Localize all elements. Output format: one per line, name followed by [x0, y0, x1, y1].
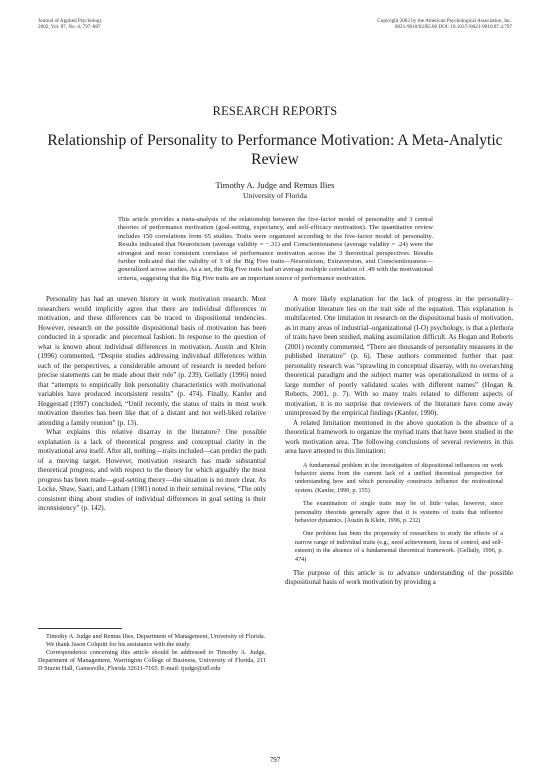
- body-paragraph: A more likely explanation for the lack of progress in the personality–motivation literature lies on the trait side of the equation. This explanation is multifaceted. One limitation in research on the dispositional basis of motivation, as in many areas of industrial–organizational (I-O) psychology, is that a plethora of traits have been studied, making assimilation difficult. As Hogan and Roberts (2001) recently commented, “There are thousands of personality measures in the published literature” (p. 6). These authors commented further that past personality research was “sprawling in conceptual disarray, with no overarching theoretical paradigm and the subject matter was operationalized in terms of a large number of poorly validated scales with different names” (Hogan & Roberts, 2001, p. 7). With so many traits related to different aspects of motivation, it is no surprise that reviewers of the literature have come away unimpressed by the empirical findings (Kanfer, 1990).: [285, 295, 513, 417]
- abstract: This article provides a meta-analysis of the relationship between the five-factor model of personality and 3 central theories of performance motivation (goal-setting, expectancy, and self-efficacy motivation). The quantitative review includes 150 correlations from 65 studies. Traits were organized according to the five-factor model of personality. Results indicated that Neuroticism (average validity = −.31) and Conscientiousness (average validity = .24) were the strongest and most consistent correlates of performance motivation across the 3 theoretical perspectives. Results further indicated that the validity of 3 of the Big Five traits—Neuroticism, Extraversion, and Conscientiousness—generalized across studies. As a set, the Big Five traits had an average multiple correlation of .49 with the motivational criteria, suggesting that the Big Five traits are an important source of performance motivation.: [118, 216, 433, 282]
- journal-volume: 2002, Vol. 87, No. 4, 797–807: [38, 24, 101, 31]
- doi-line: 0021-9010/02/$5.00 DOI: 10.1037//0021-9010.87.4.797: [394, 24, 512, 31]
- section-heading: RESEARCH REPORTS: [212, 104, 338, 118]
- copyright-header: [252, 18, 512, 31]
- right-column: [285, 295, 513, 588]
- body-paragraph: The purpose of this article is to advance understanding of the possible dispositional basis of work motivation by providing a: [285, 568, 513, 587]
- author-note-correspondence: Correspondence concerning this article should be addressed to Timothy A. Judge, Department of Management, Warrington College of Business, University of Florida, 211 D Stuzin Hall, Gainesville, Florida 32611-7165. E-mail: tjudge@ufl.edu: [38, 648, 266, 672]
- footnote-divider: [38, 628, 122, 629]
- journal-header: [38, 18, 258, 31]
- page-number: 797: [269, 756, 281, 764]
- body-paragraph: Personality has had an uneven history in work motivation research. Most researchers would implicitly agree that there are individual differences in motivation, and these differences can be traced to dispositional tendencies. However, research on the possible dispositional basis of motivation has been conducted in a sporadic and piecemeal fashion. In response to the question of what is known about individual differences in motivation, Austin and Klein (1996) commented, “Despite studies addressing individual differences within each of the perspectives, a considerable amount of research is needed before precise statements can be made about their role” (p. 239). Gellatly (1996) noted that “attempts to empirically link personality characteristics with motivational variables have produced inconsistent results” (p. 474). Finally, Kanfer and Heggestad (1997) concluded, “Until recently, the status of traits in most work motivation theories has been like that of a distant and not well-liked relative attending a family reunion” (p. 13).: [38, 295, 266, 427]
- body-paragraph: A related limitation mentioned in the above quotation is the absence of a theoretical framework to organize the myriad traits that have been studied in the work motivation area. The following conclusions of several reviewers in this area have attested to this limitation:: [285, 418, 513, 455]
- author-affiliation: University of Florida: [242, 191, 308, 200]
- author-note: [38, 633, 266, 673]
- article-title: Relationship of Personality to Performance Motivation: A Meta-Analytic Review: [47, 132, 503, 168]
- block-quotes: [295, 462, 503, 564]
- left-column: [38, 295, 266, 514]
- author-note-affiliation: Timothy A. Judge and Remus Ilies, Department of Management, University of Florida.: [46, 633, 266, 640]
- author-note-acknowledgment: We thank Jason Colquitt for his assistance with the study.: [46, 640, 191, 648]
- block-quote: The examination of single traits may be of little value, however, since personality theorists generally agree that it is systems of traits that influence behavior dynamics. (Austin & Klein, 1996, p. 232): [295, 501, 503, 524]
- block-quote: One problem has been the propensity of researchers to study the effects of a narrow range of individual traits (e.g., need achievement, locus of control, and self-esteem) in the absence of a fundamental theoretical framework. (Gellatly, 1996, p. 474): [295, 531, 503, 563]
- body-paragraph: What explains this relative disarray in the literature? One possible explanation is a lack of theoretical progress and conceptual clarity in the motivational area itself. After all, nothing—traits included—can predict the path of a moving target. However, motivation research has made substantial theoretical progress, and with respect to the theory for which arguably the most progress has been made—goal-setting theory—the situation is no more clear. As Locke, Shaw, Saari, and Latham (1981) noted in their seminal review, “The only consistent thing about studies of individual differences in goal setting is their inconsistency” (p. 142).: [38, 428, 266, 512]
- author-names: Timothy A. Judge and Remus Ilies: [215, 180, 335, 190]
- block-quote: A fundamental problem in the investigation of dispositional influences on work behavior stems from the current lack of a unified theoretical perspective for understanding how and which personality constructs influence the motivational system. (Kanfer, 1990, p. 155): [295, 462, 503, 494]
- copyright-line: Copyright 2002 by the American Psychological Association, Inc.: [377, 18, 512, 24]
- journal-name: Journal of Applied Psychology: [38, 18, 103, 24]
